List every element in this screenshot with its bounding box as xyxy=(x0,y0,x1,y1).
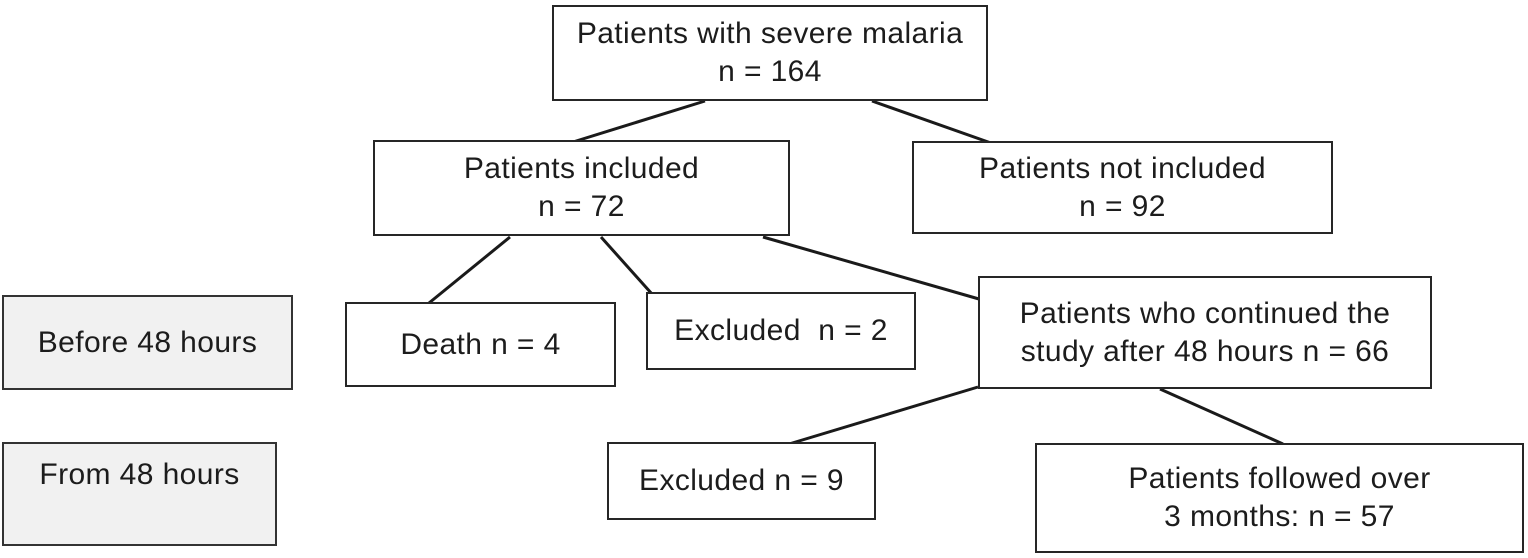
node-text: 3 months: n = 57 xyxy=(1164,500,1395,533)
node-patients-followed-3-months xyxy=(1035,443,1524,553)
phase-text: From 48 hours xyxy=(39,458,240,491)
node-text: Patients who continued the xyxy=(1019,296,1391,330)
connector-continued-to-excluded9 xyxy=(789,387,978,444)
node-text: Excluded n = 2 xyxy=(674,314,888,347)
node-patients-severe-malaria xyxy=(552,5,988,101)
node-patients-not-included xyxy=(912,141,1333,234)
node-excluded-from-48h xyxy=(607,442,876,520)
node-text: Patients not included xyxy=(979,151,1266,185)
node-patients-included xyxy=(373,140,790,236)
node-count: n = 72 xyxy=(538,190,625,223)
node-text: Death n = 4 xyxy=(400,327,561,361)
connector-continued-to-followed xyxy=(1160,389,1283,444)
node-excluded-before-48h xyxy=(646,292,916,370)
node-death xyxy=(345,302,616,387)
connector-root-to-not-included xyxy=(872,101,991,143)
phase-text: Before 48 hours xyxy=(37,325,258,359)
phase-label-before-48-hours xyxy=(2,295,293,390)
node-text: Patients followed over xyxy=(1128,462,1431,495)
node-patients-continued-study xyxy=(978,276,1432,389)
node-count: n = 164 xyxy=(718,55,822,88)
node-text: study after 48 hours n = 66 xyxy=(1020,334,1390,368)
connector-included-to-death xyxy=(429,237,510,303)
node-text: Excluded n = 9 xyxy=(639,464,844,497)
node-text: Patients with severe malaria xyxy=(576,17,964,50)
connector-root-to-included xyxy=(573,101,705,142)
connector-included-to-continued xyxy=(763,237,979,299)
phase-label-from-48-hours xyxy=(2,442,277,546)
node-count: n = 92 xyxy=(1079,189,1166,223)
node-text: Patients included xyxy=(463,152,700,185)
connector-included-to-excluded2 xyxy=(601,237,652,294)
